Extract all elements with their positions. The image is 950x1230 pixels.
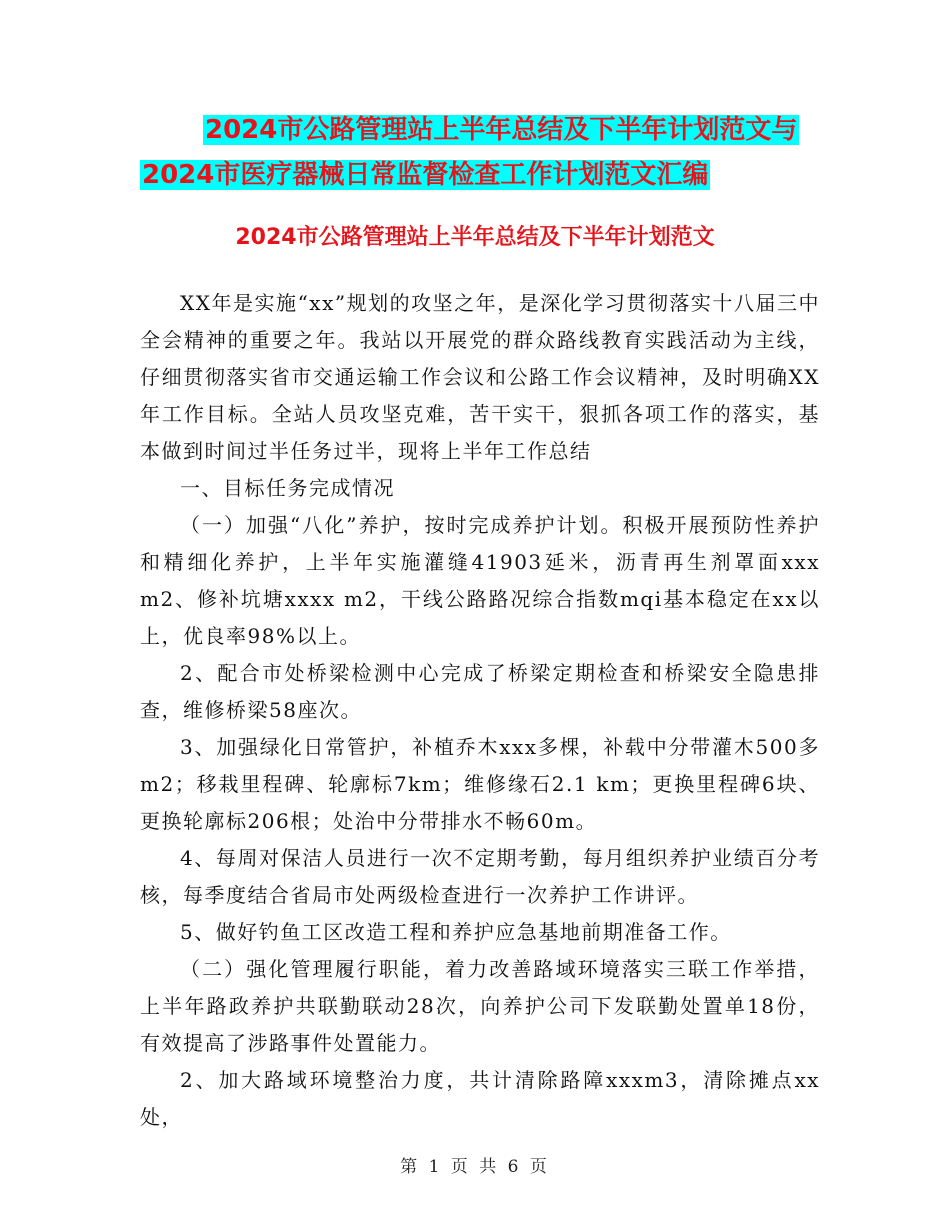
page-footer: 第 1 页 共 6 页 bbox=[400, 1157, 550, 1177]
main-title-line-2-text: 2024市医疗器械日常监督检查工作计划范文汇编 bbox=[142, 160, 709, 190]
paragraph-workshop: 5、做好钓鱼工区改造工程和养护应急基地前期准备工作。 bbox=[180, 920, 732, 944]
paragraph-intro: XX年是实施“xx”规划的攻坚之年，是深化学习贯彻落实十八届三中全会精神的重要之年。我站以开展党的群众路线教育实践活动为主线，仔细贯彻落实省市交通运输工作会议和公路工作会议精神，及时明确XX年工作目标。全站人员攻坚克难，苦干实干，狠抓各项工作的落实，基本做到时间过半任务过半，现将上半年工作总结 bbox=[140, 291, 820, 463]
section-title: 2024市公路管理站上半年总结及下半年计划范文 bbox=[235, 225, 715, 250]
paragraph-attendance: 4、每周对保洁人员进行一次不定期考勤，每月组织养护业绩百分考核，每季度结合省局市处两级检查进行一次养护工作讲评。 bbox=[140, 846, 820, 907]
paragraph-heading-targets: 一、目标任务完成情况 bbox=[180, 476, 395, 500]
paragraph-greening: 3、加强绿化日常管护，补植乔木xxx多棵，补载中分带灌木500多m2；移栽里程碑、轮廓标7km；维修缘石2.1 km；更换里程碑6块、更换轮廓标206根；处治中分带排水不畅60m。 bbox=[140, 735, 820, 833]
main-title-line-1-text: 2024市公路管理站上半年总结及下半年计划范文与 bbox=[205, 115, 798, 145]
document-body bbox=[140, 285, 820, 1136]
main-title-line-2 bbox=[0, 155, 950, 195]
paragraph-management: （二）强化管理履行职能，着力改善路域环境落实三联工作举措，上半年路政养护共联勤联动28次，向养护公司下发联勤处置单18份，有效提高了涉路事件处置能力。 bbox=[140, 957, 820, 1055]
paragraph-maintenance: （一）加强“八化”养护，按时完成养护计划。积极开展预防性养护和精细化养护，上半年实施灌缝41903延米，沥青再生剂罩面xxx m2、修补坑塘xxxx m2，干线公路路况综合指数mqi基本稳定在xx以上，优良率98%以上。 bbox=[140, 513, 820, 648]
paragraph-environment: 2、加大路域环境整治力度，共计清除路障xxxm3，清除摊点xx处， bbox=[140, 1068, 820, 1129]
paragraph-bridges: 2、配合市处桥梁检测中心完成了桥梁定期检查和桥梁安全隐患排查，维修桥梁58座次。 bbox=[140, 661, 820, 722]
main-title-line-1 bbox=[0, 110, 950, 150]
